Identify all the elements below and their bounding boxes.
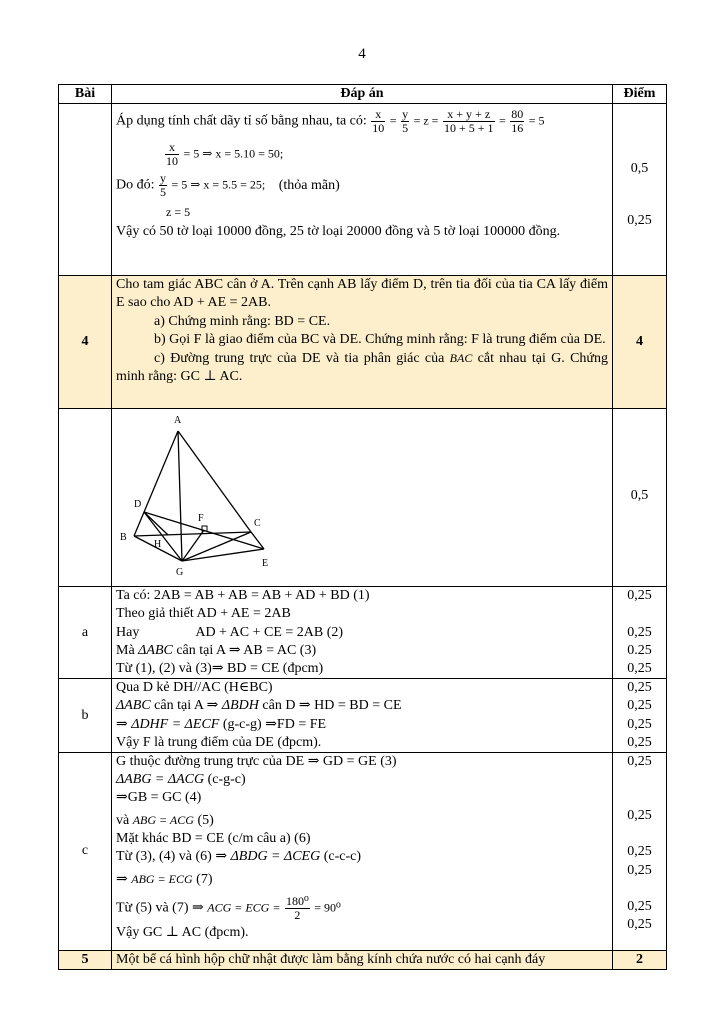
cell-bai-5: 5 (59, 951, 112, 970)
text-apply: Áp dụng tính chất dãy tỉ số bằng nhau, ta có: (116, 113, 367, 129)
row-part-b (59, 679, 667, 753)
cell-figure-empty (59, 409, 112, 587)
label-C: C (254, 518, 261, 530)
header-dap-an: Đáp án (112, 85, 613, 104)
cell-bai-empty (59, 104, 112, 276)
row-problem-5 (59, 951, 667, 970)
frac-y-5: $\frac{y}{5}$ (402, 107, 409, 136)
triangle-figure (116, 409, 296, 581)
line-conclusion-3: Vậy có 50 tờ loại 10000 đồng, 25 tờ loại 20000 đồng và 5 tờ loại 100000 đồng. (116, 224, 561, 240)
cell-solution-a: Ta có: 2AB = AB + AB = AB + AD + BD (1) Theo giả thiết AD + AE = 2AB Hay AD + AC + CE = 2AB (2) Mà ΔABC cân tại A ⇒ AB = AC (3) Từ (1), (2) và (3)⇒ BD = CE (đpcm) (112, 587, 613, 679)
cell-problem-4 (112, 276, 613, 409)
line-ratio: Áp dụng tính chất dãy tỉ số bằng nhau, ta có: $\frac{x}{10}$ = $\frac{y}{5}$ = z = $\frac{x + y + z}{10 + 5 + 1}$ = $\frac{80}{16}$ = 5 (116, 107, 545, 136)
row-problem-3-solution (59, 104, 667, 276)
line-z: z = 5 (166, 205, 191, 220)
cell-points-c: 0,25 0,25 0,25 0,25 0,25 0,25 (613, 753, 667, 951)
cell-points-b: 0,25 0,25 0,25 0,25 (613, 679, 667, 753)
label-D: D (134, 499, 142, 511)
page-number: 4 (358, 46, 366, 62)
cell-label-b: b (59, 679, 112, 753)
frac-sum: $\frac{x + y + z}{10 + 5 + 1}$ (443, 107, 494, 136)
problem-4-part-a: a) Chứng minh rằng: BD = CE. (154, 313, 331, 329)
header-bai: Bài (59, 85, 112, 104)
cell-bai-4: 4 (59, 276, 112, 409)
problem-4-intro: Cho tam giác ABC cân ở A. Trên cạnh AB lấy điểm D, trên tia đối của tia CA lấy điểm E sao cho AD + AE = 2AB. (116, 277, 608, 311)
cell-points-a: 0,25 0,25 0.25 0,25 (613, 587, 667, 679)
problem-4-part-c: c) Đường trung trực của DE và tia phân giác của BAC cắt nhau tại G. Chứng minh rằng: GC ⊥ AC. (116, 351, 609, 385)
cell-problem-5: Một bể cá hình hộp chữ nhật được làm bằng kính chứa nước có hai cạnh đáy (112, 951, 613, 970)
label-H: H (154, 539, 162, 551)
cell-label-c: c (59, 753, 112, 951)
frac-180-2: $\frac{\text{180⁰}}{2}$ (285, 894, 309, 923)
frac-80-16: $\frac{80}{16}$ (511, 107, 524, 136)
label-E: E (262, 558, 269, 570)
label-F: F (198, 513, 204, 525)
cell-figure (112, 409, 613, 587)
label-A: A (174, 415, 182, 427)
cell-label-a: a (59, 587, 112, 679)
row-part-a (59, 587, 667, 679)
cell-solution-b: Qua D kẻ DH//AC (H∈BC) ΔABC cân tại A ⇒ ΔBDH cân D ⇒ HD = BD = CE ⇒ ΔDHF = ΔECF (g-c-g) ⇒FD = FE Vậy F là trung điểm của DE (đpcm). (112, 679, 613, 753)
row-part-c (59, 753, 667, 951)
row-problem-4 (59, 276, 667, 409)
problem-4-part-b: b) Gọi F là giao điểm của BC và DE. Chứng minh rằng: F là trung điểm của DE. (154, 331, 606, 347)
frac-y-5-b: $\frac{y}{5}$ (160, 171, 166, 200)
answer-table (58, 84, 667, 970)
frac-x-10: $\frac{x}{10}$ (372, 107, 385, 136)
row-figure (59, 409, 667, 587)
label-B: B (120, 532, 127, 544)
cell-diem-5: 2 (613, 951, 667, 970)
header-row (59, 85, 667, 104)
line-y: Do đó: $\frac{y}{5}$ = 5 ⇒ x = 5.5 = 25; (thỏa mãn) (116, 171, 340, 200)
header-diem: Điểm (613, 85, 667, 104)
cell-points-3: 0,5 0,25 (613, 104, 667, 276)
frac-x-10-b: $\frac{x}{10}$ (166, 140, 178, 169)
line-x: $\frac{x}{10}$ = 5 ⇒ x = 5.10 = 50; (166, 140, 284, 169)
label-G: G (176, 567, 184, 579)
cell-solution-c: G thuộc đường trung trực của DE ⇒ GD = GE (3) ΔABG = ΔACG (c-g-c) ⇒GB = GC (4) và ABG = ACG (5) Mặt khác BD = CE (c/m câu a) (6) Từ (3), (4) và (6) ⇒ ΔBDG = ΔCEG (c-c-c) ⇒ ABG = ECG (7) Từ (5) và (7) ⇒ ACG = ECG = $\frac{\text{180⁰}}{2}$ = 90⁰ Vậy GC ⊥ AC (đpcm). (112, 753, 613, 951)
cell-diem-4: 4 (613, 276, 667, 409)
cell-solution-3 (112, 104, 613, 276)
cell-figure-points: 0,5 (613, 409, 667, 587)
